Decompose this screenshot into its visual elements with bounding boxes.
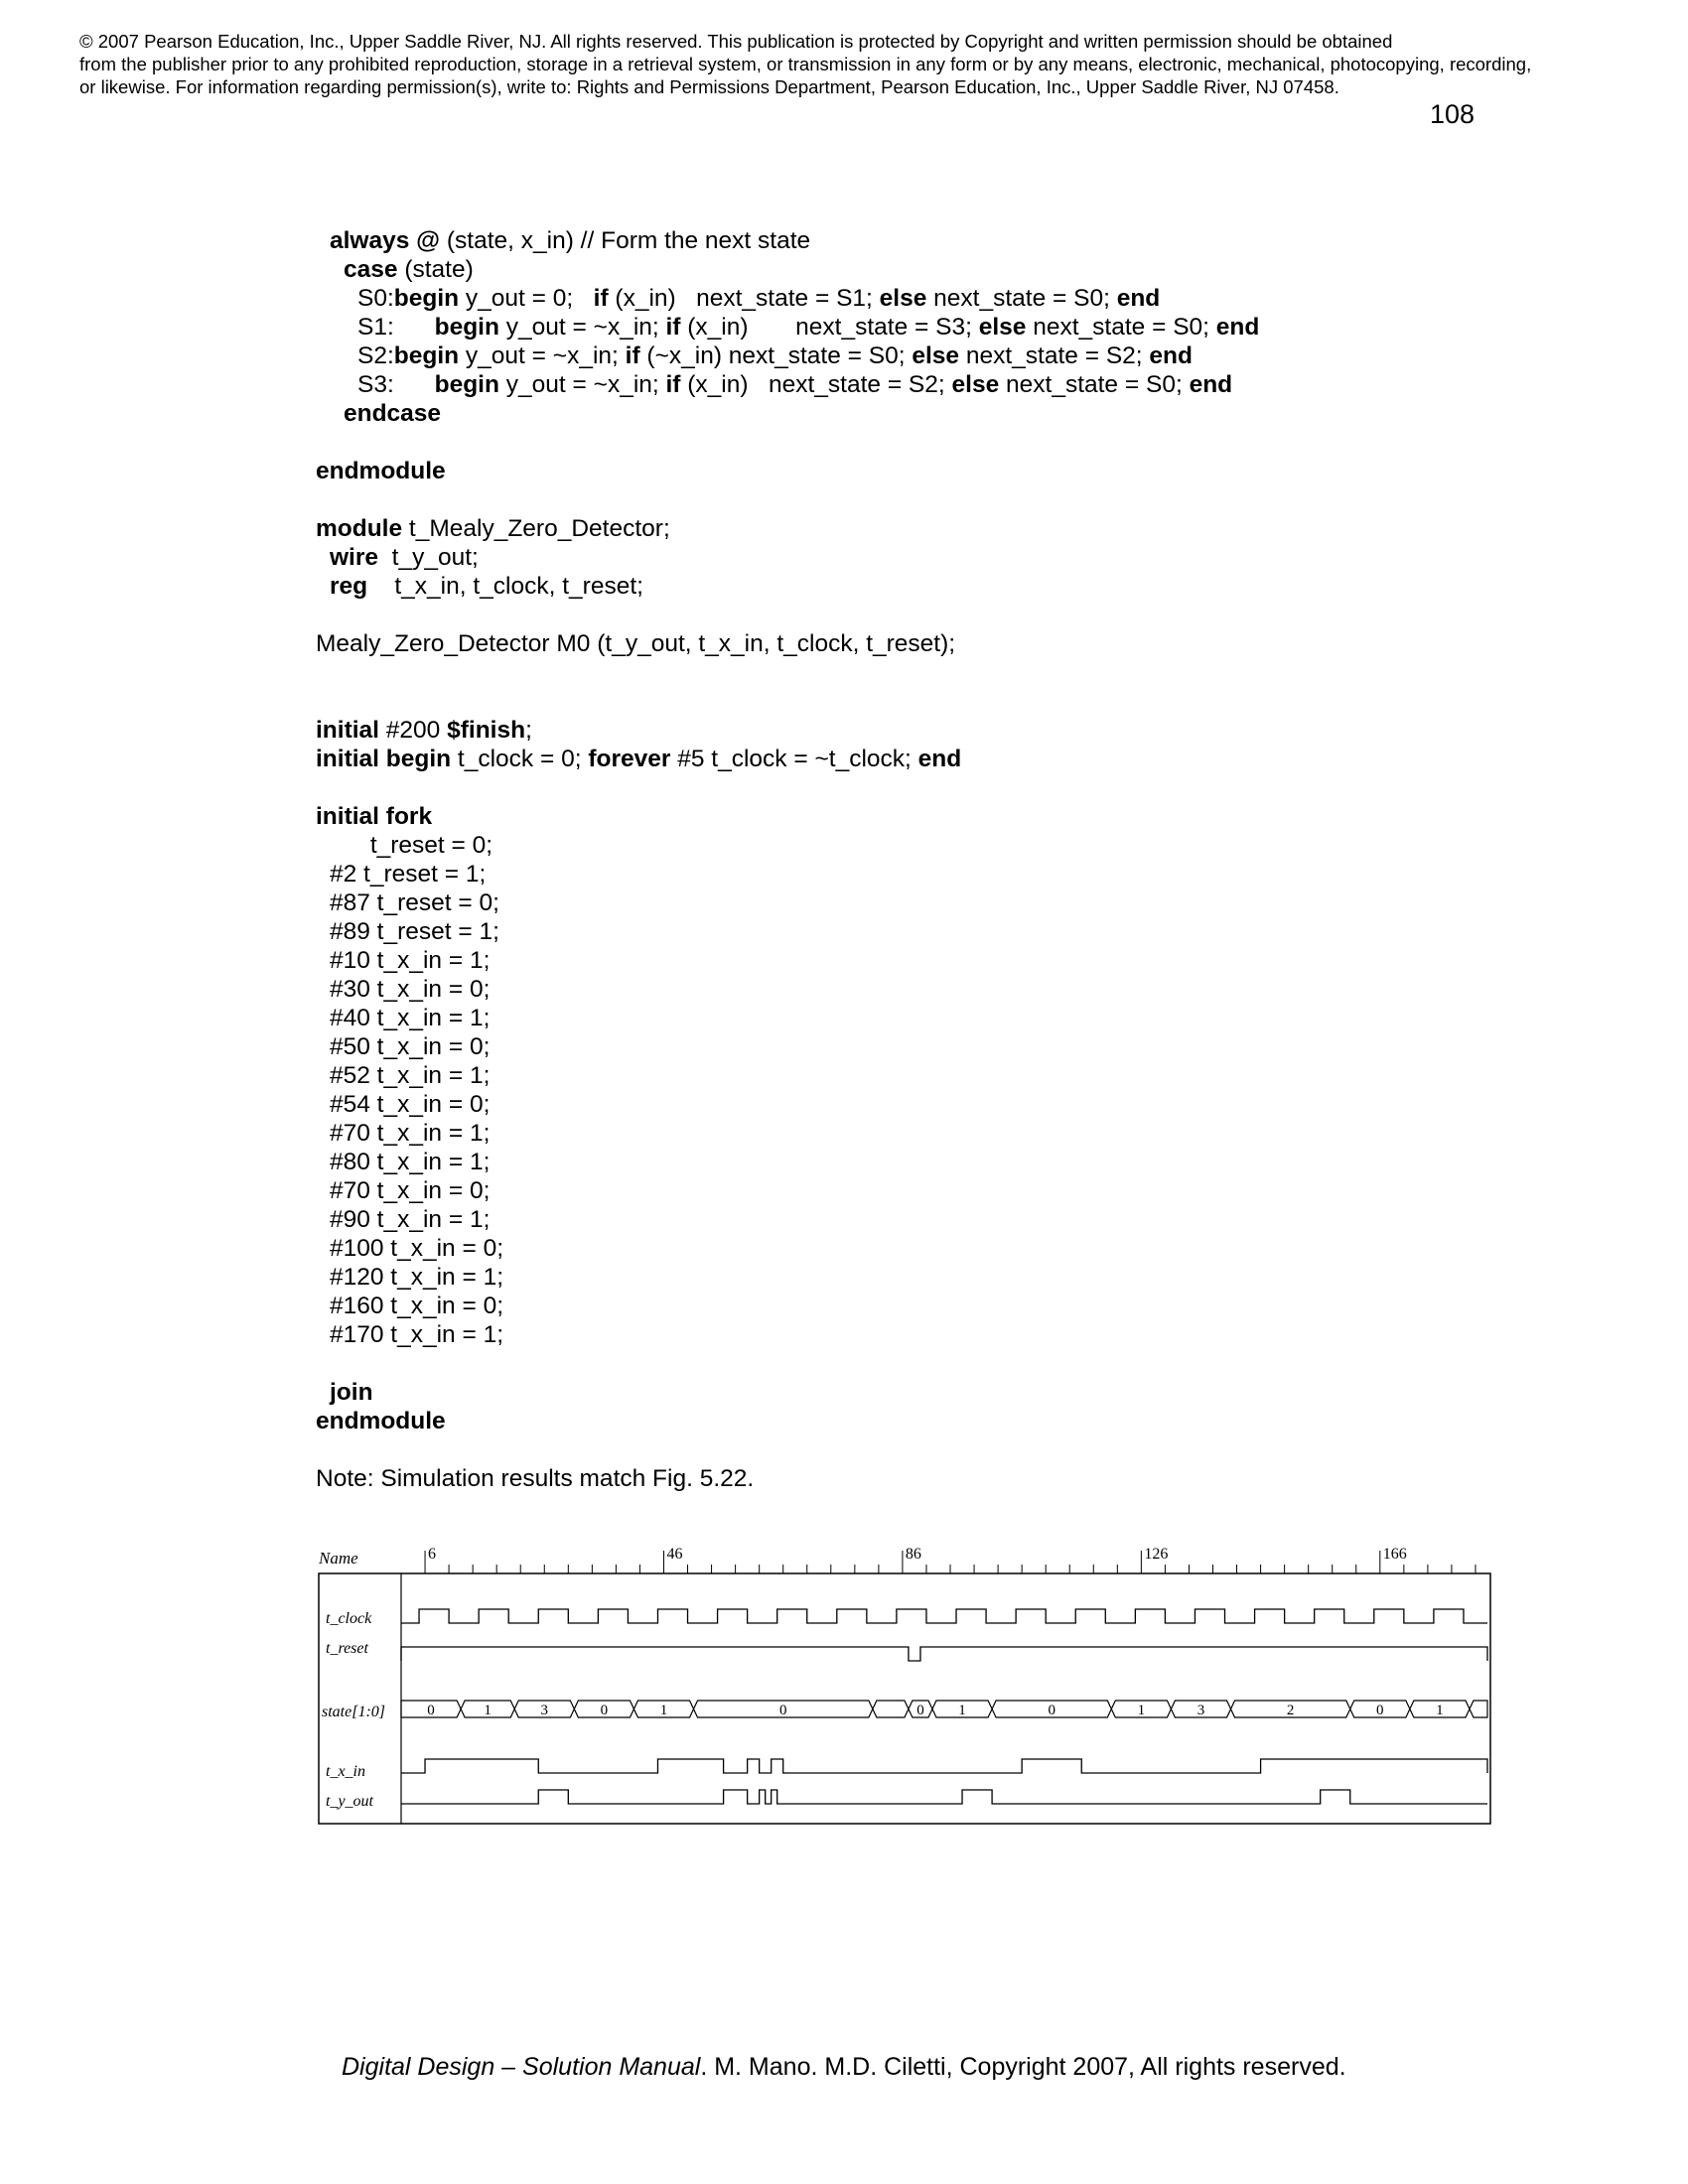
stim-line: #50 t_x_in = 0;: [330, 1033, 491, 1060]
state-segment: [1470, 1701, 1487, 1717]
signal-label-t-reset: t_reset: [326, 1640, 368, 1657]
stim-line: #87 t_reset = 0;: [330, 889, 499, 916]
copyright-line-2: from the publisher prior to any prohibited reproduction, storage in a retrieval system, or transmission in any form or by any means, electronic, mechanical, photocopying, recording,: [79, 54, 1532, 74]
stim-line: #100 t_x_in = 0;: [330, 1235, 504, 1262]
signal-label-t-x-in: t_x_in: [326, 1763, 365, 1780]
code-line-join: join: [330, 1379, 373, 1406]
stim-line: #52 t_x_in = 1;: [330, 1062, 491, 1089]
code-line-s1: S1: begin y_out = ~x_in; if (x_in) next_state = S3; else next_state = S0; end: [357, 314, 1260, 341]
signal-label-t-y-out: t_y_out: [326, 1793, 373, 1810]
code-line-wire: wire t_y_out;: [330, 544, 479, 571]
state-value: 1: [659, 1703, 668, 1718]
code-line-s0: S0:begin y_out = 0; if (x_in) next_state = S1; else next_state = S0; end: [357, 285, 1161, 312]
stim-line: #70 t_x_in = 1;: [330, 1120, 491, 1147]
stim-line: #89 t_reset = 1;: [330, 918, 499, 945]
verilog-code: [316, 226, 1259, 1493]
code-line-initial-fork: initial fork: [316, 803, 433, 830]
t-x-in-trace: [401, 1759, 1487, 1773]
signal-label-state: state[1:0]: [322, 1704, 385, 1720]
state-value: 0: [1376, 1703, 1384, 1718]
copyright-notice: [79, 30, 1628, 98]
code-line-always: always @ (state, x_in) // Form the next state: [330, 227, 811, 254]
stim-line: #120 t_x_in = 1;: [330, 1264, 504, 1291]
code-line-initial-finish: initial #200 $finish;: [316, 717, 532, 744]
code-line-endcase: endcase: [344, 400, 442, 427]
code-line-s3: S3: begin y_out = ~x_in; if (x_in) next_state = S2; else next_state = S0; end: [357, 371, 1233, 398]
t-reset-trace: [401, 1647, 1487, 1661]
code-line-reg: reg t_x_in, t_clock, t_reset;: [330, 573, 643, 600]
footer: [342, 2053, 1346, 2082]
copyright-line-3: or likewise. For information regarding permission(s), write to: Rights and Permissions Department, Pearson Education, Inc., Upper Saddle River, NJ 07458.: [79, 76, 1339, 97]
t-clock-trace: [401, 1609, 1487, 1623]
state-value: 1: [958, 1703, 966, 1718]
code-line-instance: Mealy_Zero_Detector M0 (t_y_out, t_x_in, t_clock, t_reset);: [316, 630, 956, 657]
state-value: 0: [1048, 1703, 1055, 1718]
t-y-out-trace: [401, 1790, 1487, 1804]
time-label: 166: [1382, 1546, 1407, 1563]
stim-line: t_reset = 0;: [330, 832, 493, 859]
state-value: 2: [1286, 1703, 1295, 1718]
state-value: 0: [778, 1703, 787, 1718]
footer-rest: . M. Mano. M.D. Ciletti, Copyright 2007, All rights reserved.: [700, 2053, 1346, 2081]
time-label: 46: [666, 1546, 683, 1563]
state-value: 0: [916, 1703, 924, 1718]
code-line-endmodule-2: endmodule: [316, 1408, 446, 1434]
state-value: 3: [540, 1703, 549, 1718]
page-number: 108: [1430, 99, 1476, 129]
state-value: 1: [1137, 1703, 1146, 1718]
time-label: 126: [1144, 1546, 1169, 1563]
simulation-note: Note: Simulation results match Fig. 5.22.: [316, 1465, 755, 1492]
stim-line: #80 t_x_in = 1;: [330, 1149, 491, 1175]
stim-line: #40 t_x_in = 1;: [330, 1005, 491, 1031]
stim-line: #2 t_reset = 1;: [330, 861, 487, 887]
code-line-s2: S2:begin y_out = ~x_in; if (~x_in) next_state = S0; else next_state = S2; end: [357, 342, 1193, 369]
stim-line: #54 t_x_in = 0;: [330, 1091, 491, 1118]
name-column-header: Name: [319, 1549, 358, 1568]
waveform-diagram: [316, 1537, 1497, 1835]
time-label: 86: [905, 1546, 921, 1563]
state-value: 1: [484, 1703, 492, 1718]
stim-line: #170 t_x_in = 1;: [330, 1321, 504, 1348]
stim-line: #70 t_x_in = 0;: [330, 1177, 491, 1204]
signal-traces: [401, 1609, 1487, 1804]
state-value: 0: [427, 1703, 435, 1718]
code-line-initial-clock: initial begin t_clock = 0; forever #5 t_clock = ~t_clock; end: [316, 746, 962, 772]
code-line-module: module t_Mealy_Zero_Detector;: [316, 515, 670, 542]
stim-line: #30 t_x_in = 0;: [330, 976, 491, 1003]
state-value: 1: [1436, 1703, 1444, 1718]
code-line-case: case (state): [344, 256, 474, 283]
stim-line: #160 t_x_in = 0;: [330, 1293, 504, 1319]
time-label: 6: [428, 1546, 437, 1563]
time-axis: [425, 1546, 1476, 1573]
copyright-line-1: © 2007 Pearson Education, Inc., Upper Saddle River, NJ. All rights reserved. This publication is protected by Copyright and written permission should be obtained: [79, 31, 1393, 52]
signal-label-t-clock: t_clock: [326, 1610, 372, 1627]
stim-line: #10 t_x_in = 1;: [330, 947, 491, 974]
footer-title: Digital Design – Solution Manual: [342, 2053, 701, 2081]
state-value: 0: [600, 1703, 609, 1718]
stim-line: #90 t_x_in = 1;: [330, 1206, 491, 1233]
state-value: 3: [1196, 1703, 1205, 1718]
state-segment: [873, 1701, 909, 1717]
code-line-endmodule: endmodule: [316, 458, 446, 484]
